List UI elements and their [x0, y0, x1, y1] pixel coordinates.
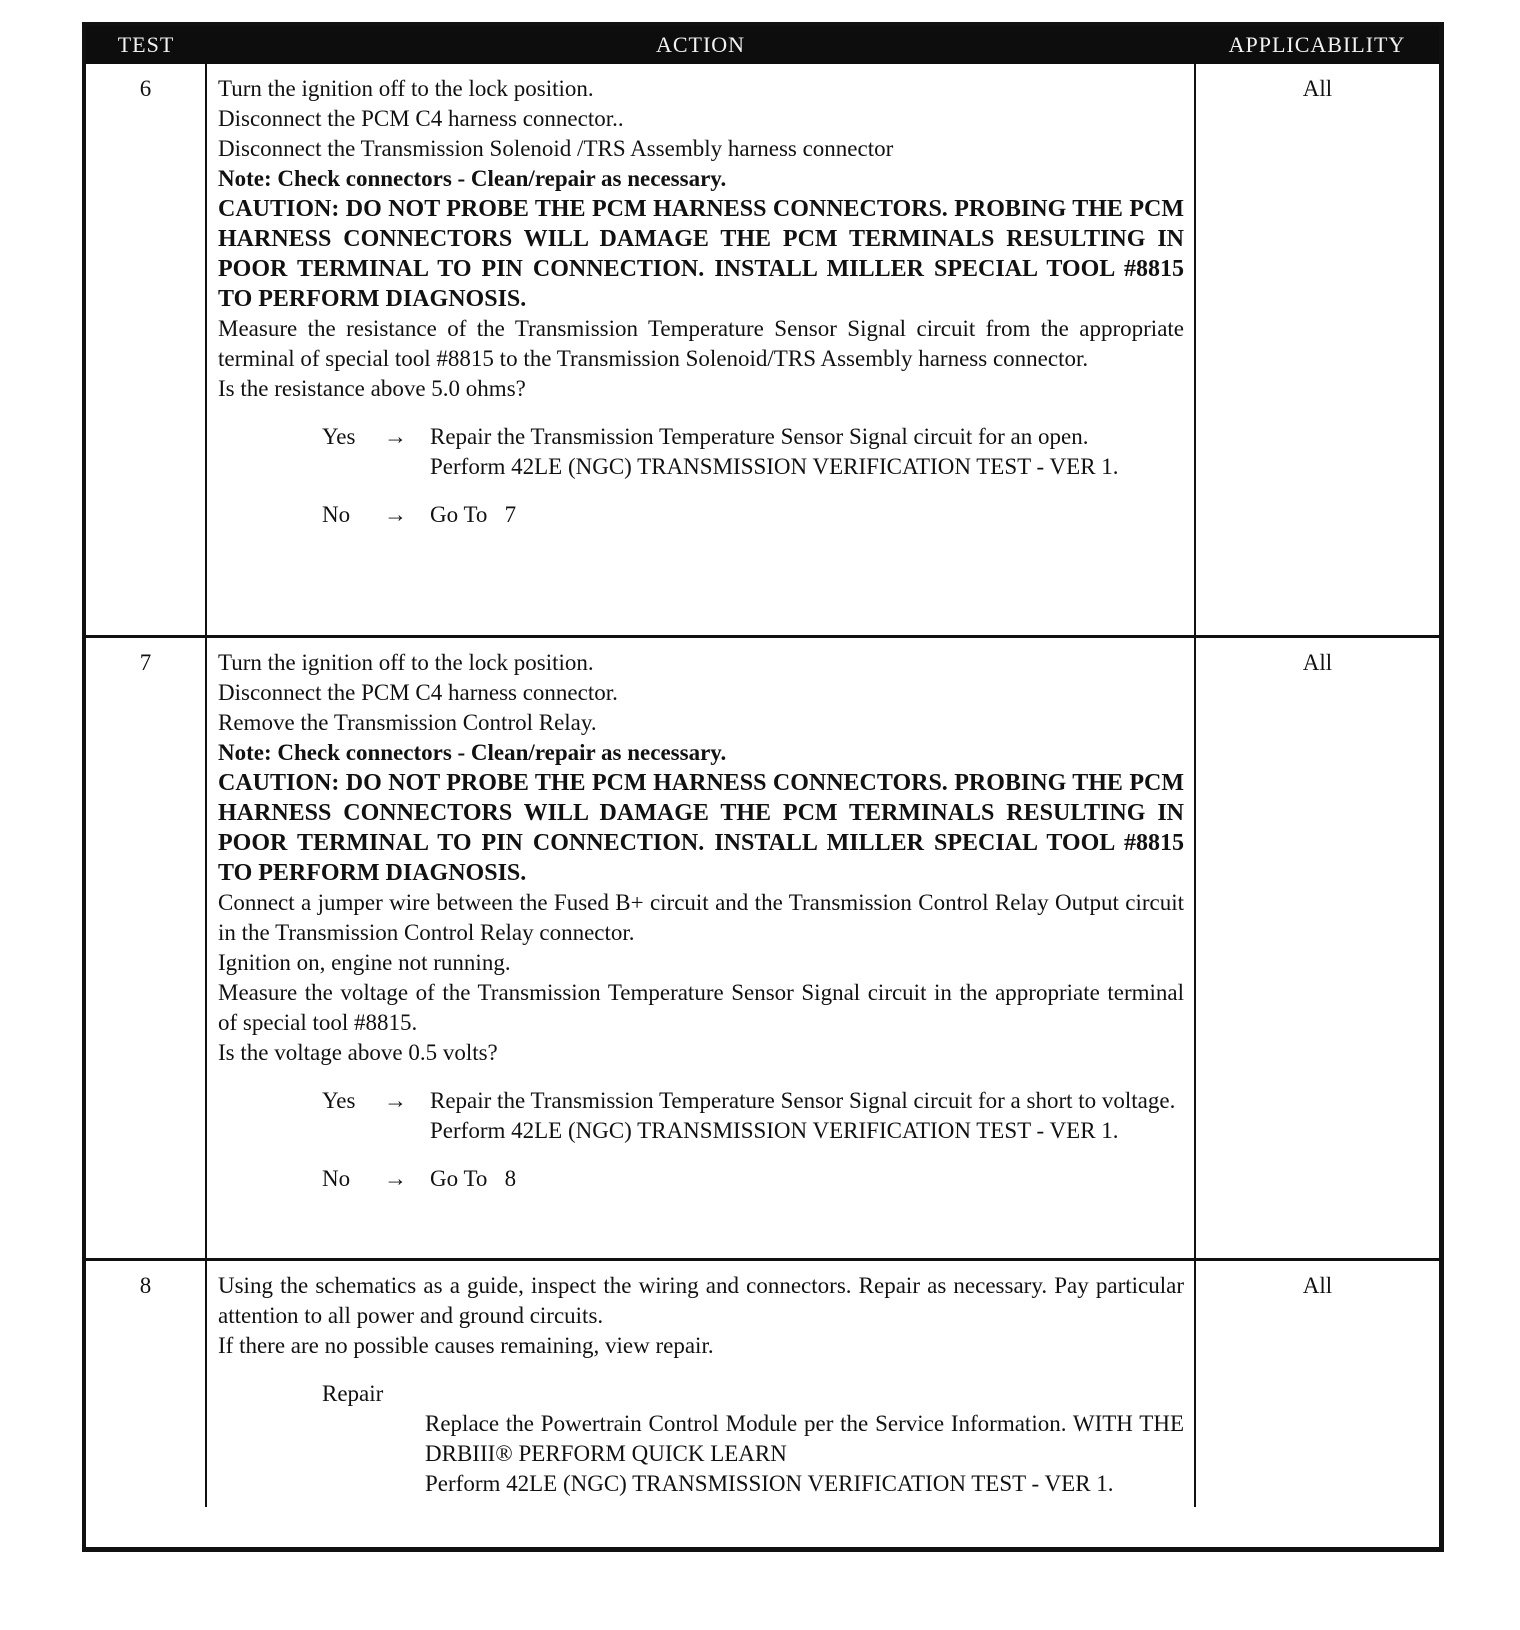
- step: Turn the ignition off to the lock position.: [218, 650, 594, 675]
- table-row: [86, 637, 1439, 1260]
- remaining-step: If there are no possible causes remaining, view repair.: [218, 1333, 714, 1358]
- step: Disconnect the Transmission Solenoid /TRS Assembly harness connector: [218, 136, 894, 161]
- question: Is the resistance above 5.0 ohms?: [218, 376, 526, 401]
- yes-label: Yes: [322, 1088, 356, 1113]
- test-number: 7: [86, 637, 206, 1260]
- jumper-step: Connect a jumper wire between the Fused B+ circuit and the Transmission Control Relay Output circuit in the Transmission Control Relay connector.: [218, 890, 1184, 945]
- yes-verify: Perform 42LE (NGC) TRANSMISSION VERIFICATION TEST - VER 1.: [430, 454, 1119, 479]
- no-answer: [218, 500, 1184, 530]
- action-cell: [206, 64, 1195, 637]
- action-cell: [206, 1260, 1195, 1508]
- ignition-step: Ignition on, engine not running.: [218, 950, 511, 975]
- applicability: All: [1195, 637, 1439, 1260]
- test-number: 8: [86, 1260, 206, 1508]
- note: Note: Check connectors - Clean/repair as necessary.: [218, 166, 727, 191]
- step: Disconnect the PCM C4 harness connector..: [218, 106, 624, 131]
- answers: [218, 1086, 1184, 1194]
- step: Turn the ignition off to the lock position.: [218, 76, 594, 101]
- applicability: All: [1195, 1260, 1439, 1508]
- test-number: 6: [86, 64, 206, 637]
- header-applicability: APPLICABILITY: [1195, 26, 1439, 64]
- yes-verify: Perform 42LE (NGC) TRANSMISSION VERIFICATION TEST - VER 1.: [430, 1118, 1119, 1143]
- caution: CAUTION: DO NOT PROBE THE PCM HARNESS CONNECTORS. PROBING THE PCM HARNESS CONNECTORS WILL DAMAGE THE PCM TERMINALS RESULTING IN POOR TERMINAL TO PIN CONNECTION. INSTALL MILLER SPECIAL TOOL #8815 TO PERFORM DIAGNOSIS.: [218, 770, 1184, 886]
- inspect-step: Using the schematics as a guide, inspect the wiring and connectors. Repair as necessary. Pay particular attention to all power and ground circuits.: [218, 1273, 1184, 1328]
- repair-label: Repair: [322, 1381, 384, 1406]
- header-action: ACTION: [206, 26, 1195, 64]
- header-test: TEST: [86, 26, 206, 64]
- table-header: [86, 26, 1439, 64]
- diagnostic-table: [82, 22, 1444, 1552]
- yes-label: Yes: [322, 424, 356, 449]
- table-row: [86, 64, 1439, 637]
- measure-step: Measure the voltage of the Transmission Temperature Sensor Signal circuit in the appropriate terminal of special tool #8815.: [218, 980, 1184, 1035]
- yes-answer: [218, 1086, 1184, 1146]
- no-answer: [218, 1164, 1184, 1194]
- no-action: Go To 8: [430, 1166, 517, 1191]
- no-label: No: [322, 1166, 351, 1191]
- test-table: [86, 26, 1439, 1507]
- question: Is the voltage above 0.5 volts?: [218, 1040, 498, 1065]
- table-row: [86, 1260, 1439, 1508]
- arrow-icon: →: [384, 1166, 407, 1191]
- repair-verify: Perform 42LE (NGC) TRANSMISSION VERIFICATION TEST - VER 1.: [425, 1471, 1114, 1496]
- measure-step: Measure the resistance of the Transmission Temperature Sensor Signal circuit from the appropriate terminal of special tool #8815 to the Transmission Solenoid/TRS Assembly harness connector.: [218, 316, 1184, 371]
- action-cell: [206, 637, 1195, 1260]
- no-action: Go To 7: [430, 502, 517, 527]
- arrow-icon: →: [384, 502, 407, 527]
- yes-action: Repair the Transmission Temperature Sensor Signal circuit for an open.: [430, 424, 1089, 449]
- yes-action: Repair the Transmission Temperature Sensor Signal circuit for a short to voltage.: [430, 1088, 1176, 1113]
- step: Remove the Transmission Control Relay.: [218, 710, 597, 735]
- caution: CAUTION: DO NOT PROBE THE PCM HARNESS CONNECTORS. PROBING THE PCM HARNESS CONNECTORS WILL DAMAGE THE PCM TERMINALS RESULTING IN POOR TERMINAL TO PIN CONNECTION. INSTALL MILLER SPECIAL TOOL #8815 TO PERFORM DIAGNOSIS.: [218, 196, 1184, 312]
- note: Note: Check connectors - Clean/repair as necessary.: [218, 740, 727, 765]
- yes-answer: [218, 422, 1184, 482]
- applicability: All: [1302, 76, 1333, 101]
- arrow-icon: →: [384, 424, 407, 449]
- answers: [218, 422, 1184, 530]
- repair-action: Replace the Powertrain Control Module per the Service Information. WITH THE DRBIII® PERFORM QUICK LEARN: [425, 1411, 1184, 1466]
- step: Disconnect the PCM C4 harness connector.: [218, 680, 618, 705]
- repair-block: [218, 1379, 1184, 1499]
- arrow-icon: →: [384, 1088, 407, 1113]
- no-label: No: [322, 502, 351, 527]
